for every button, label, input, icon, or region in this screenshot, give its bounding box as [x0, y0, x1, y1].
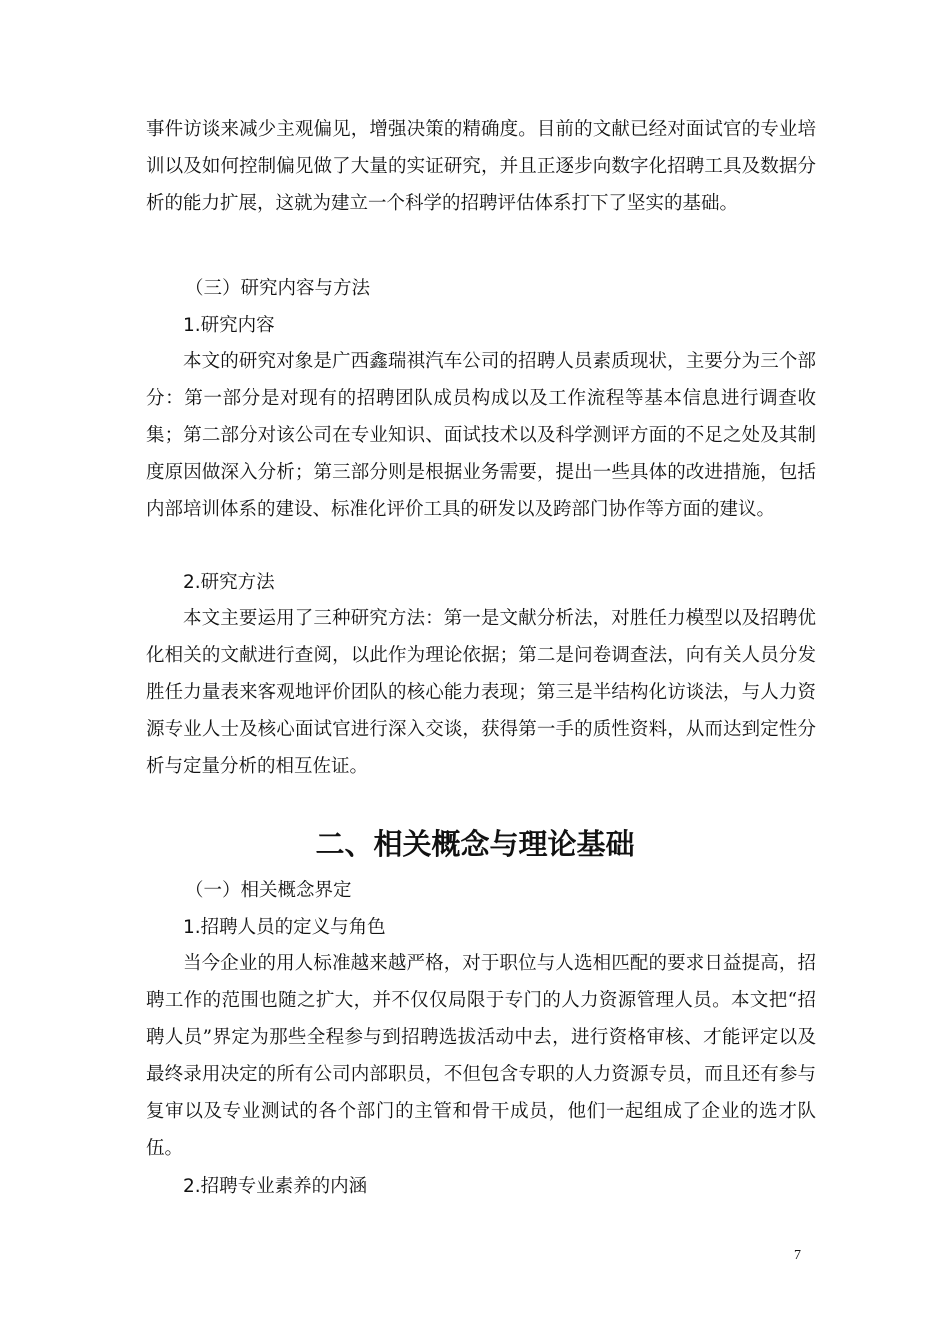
paragraph-literature-summary: 事件访谈来减少主观偏见，增强决策的精确度。目前的文献已经对面试官的专业培训以及如何控制偏见做了大量的实证研究，并且正逐步向数字化招聘工具及数据分析的能力扩展，这就为建立一个科学的招聘评估体系打下了坚实的基础。	[146, 119, 816, 214]
subheading-recruiter-definition: 1.招聘人员的定义与角色	[183, 917, 386, 938]
subheading-research-methods: 2.研究方法	[183, 572, 275, 593]
section-heading-concept-definitions: （一）相关概念界定	[185, 880, 352, 901]
subheading-research-content: 1.研究内容	[183, 315, 275, 336]
section-heading-research-content-methods: （三）研究内容与方法	[185, 278, 371, 299]
paragraph-research-methods: 本文主要运用了三种研究方法：第一是文献分析法，对胜任力模型以及招聘优化相关的文献进行查阅，以此作为理论依据；第二是问卷调查法，向有关人员分发胜任力量表来客观地评价团队的核心能力表现；第三是半结构化访谈法，与人力资源专业人士及核心面试官进行深入交谈，获得第一手的质性资料，从而达到定性分析与定量分析的相互佐证。	[146, 608, 816, 777]
page-number: 7	[794, 1248, 801, 1263]
paragraph-recruiter-definition: 当今企业的用人标准越来越严格，对于职位与人选相匹配的要求日益提高，招聘工作的范围也随之扩大，并不仅仅局限于专门的人力资源管理人员。本文把“招聘人员”界定为那些全程参与到招聘选拔活动中去，进行资格审核、才能评定以及最终录用决定的所有公司内部职员，不但包含专职的人力资源专员，而且还有参与复审以及专业测试的各个部门的主管和骨干成员，他们一起组成了企业的选才队伍。	[146, 953, 816, 1159]
paragraph-research-content: 本文的研究对象是广西鑫瑞祺汽车公司的招聘人员素质现状，主要分为三个部分：第一部分是对现有的招聘团队成员构成以及工作流程等基本信息进行调查收集；第二部分对该公司在专业知识、面试技术以及科学测评方面的不足之处及其制度原因做深入分析；第三部分则是根据业务需要，提出一些具体的改进措施，包括内部培训体系的建设、标准化评价工具的研发以及跨部门协作等方面的建议。	[146, 351, 816, 520]
chapter-heading-concepts-theory: 二、相关概念与理论基础	[315, 827, 635, 861]
subheading-recruiting-competency: 2.招聘专业素养的内涵	[183, 1176, 368, 1197]
